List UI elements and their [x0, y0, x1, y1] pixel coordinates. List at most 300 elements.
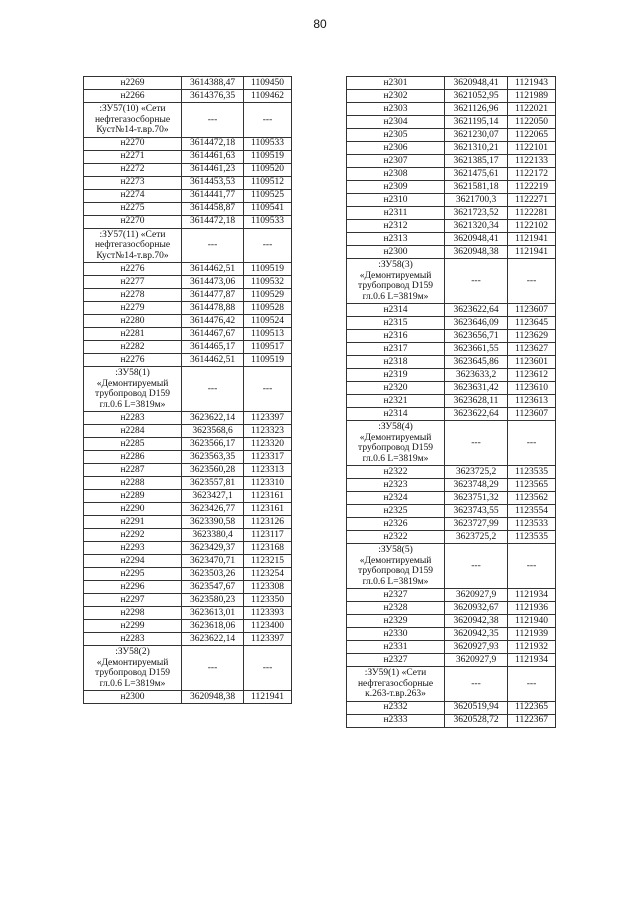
y-coordinate-cell: 1122281: [508, 207, 556, 220]
table-row: [84, 289, 292, 302]
y-coordinate-cell: 1109450: [244, 77, 292, 90]
x-coordinate-cell: 3621320,34: [445, 220, 508, 233]
table-row: [347, 492, 556, 505]
point-name-cell: н2303: [347, 103, 445, 116]
y-coordinate-cell: 1122172: [508, 168, 556, 181]
y-coordinate-cell: 1123607: [508, 408, 556, 421]
table-row: [347, 531, 556, 544]
point-name-cell: н2272: [84, 163, 182, 176]
point-name-cell: н2294: [84, 555, 182, 568]
x-coordinate-cell: 3620948,41: [445, 77, 508, 90]
y-coordinate-cell: 1123308: [244, 581, 292, 594]
point-name-cell: н2290: [84, 503, 182, 516]
x-coordinate-cell: 3614461,23: [182, 163, 244, 176]
table-row: [347, 194, 556, 207]
y-coordinate-cell: 1123161: [244, 503, 292, 516]
x-coordinate-cell: 3614441,77: [182, 189, 244, 202]
table-row: [347, 589, 556, 602]
point-name-cell: н2319: [347, 369, 445, 382]
x-coordinate-cell: ---: [445, 544, 508, 589]
y-coordinate-cell: 1109519: [244, 150, 292, 163]
x-coordinate-cell: 3623751,32: [445, 492, 508, 505]
x-coordinate-cell: 3621126,96: [445, 103, 508, 116]
point-name-cell: н2329: [347, 615, 445, 628]
point-name-cell: :ЗУ58(3) «Демонтируемый трубопровод D159 гл.0.6 L=3819м»: [347, 259, 445, 304]
y-coordinate-cell: 1123350: [244, 594, 292, 607]
point-name-cell: н2322: [347, 531, 445, 544]
table-row: [347, 317, 556, 330]
x-coordinate-cell: 3623470,71: [182, 555, 244, 568]
x-coordinate-cell: ---: [182, 646, 244, 691]
table-row: [347, 343, 556, 356]
x-coordinate-cell: 3623725,2: [445, 531, 508, 544]
x-coordinate-cell: 3621310,21: [445, 142, 508, 155]
table-row: [347, 628, 556, 641]
table-row: [347, 246, 556, 259]
x-coordinate-cell: 3614472,18: [182, 215, 244, 228]
point-name-cell: н2325: [347, 505, 445, 518]
point-name-cell: н2279: [84, 302, 182, 315]
y-coordinate-cell: 1123397: [244, 633, 292, 646]
point-name-cell: н2278: [84, 289, 182, 302]
x-coordinate-cell: 3614461,63: [182, 150, 244, 163]
table-row: [347, 654, 556, 667]
point-name-cell: н2281: [84, 328, 182, 341]
x-coordinate-cell: 3620927,9: [445, 589, 508, 602]
point-name-cell: н2282: [84, 341, 182, 354]
y-coordinate-cell: 1121941: [244, 691, 292, 704]
point-name-cell: н2275: [84, 202, 182, 215]
point-name-cell: н2274: [84, 189, 182, 202]
point-name-cell: н2328: [347, 602, 445, 615]
x-coordinate-cell: 3623628,11: [445, 395, 508, 408]
y-coordinate-cell: 1123400: [244, 620, 292, 633]
table-row: [347, 77, 556, 90]
x-coordinate-cell: 3614465,17: [182, 341, 244, 354]
y-coordinate-cell: 1123320: [244, 438, 292, 451]
table-group-row: [347, 544, 556, 589]
y-coordinate-cell: 1109519: [244, 263, 292, 276]
y-coordinate-cell: 1123397: [244, 412, 292, 425]
x-coordinate-cell: 3620948,41: [445, 233, 508, 246]
y-coordinate-cell: 1123535: [508, 466, 556, 479]
table-row: [84, 315, 292, 328]
x-coordinate-cell: 3614462,51: [182, 263, 244, 276]
x-coordinate-cell: 3614473,06: [182, 276, 244, 289]
y-coordinate-cell: 1109462: [244, 90, 292, 103]
table-row: [347, 518, 556, 531]
x-coordinate-cell: 3623645,86: [445, 356, 508, 369]
table-row: [84, 451, 292, 464]
x-coordinate-cell: 3623563,35: [182, 451, 244, 464]
y-coordinate-cell: 1123168: [244, 542, 292, 555]
x-coordinate-cell: 3621700,3: [445, 194, 508, 207]
y-coordinate-cell: 1121936: [508, 602, 556, 615]
point-name-cell: н2271: [84, 150, 182, 163]
x-coordinate-cell: 3623622,64: [445, 304, 508, 317]
x-coordinate-cell: 3623427,1: [182, 490, 244, 503]
table-row: [84, 490, 292, 503]
y-coordinate-cell: 1123629: [508, 330, 556, 343]
x-coordinate-cell: 3621385,17: [445, 155, 508, 168]
x-coordinate-cell: 3623426,77: [182, 503, 244, 516]
point-name-cell: н2297: [84, 594, 182, 607]
table-row: [347, 330, 556, 343]
x-coordinate-cell: 3623748,29: [445, 479, 508, 492]
table-row: [84, 341, 292, 354]
table-row: [84, 163, 292, 176]
x-coordinate-cell: 3620932,67: [445, 602, 508, 615]
x-coordinate-cell: 3614462,51: [182, 354, 244, 367]
point-name-cell: н2321: [347, 395, 445, 408]
table-row: [347, 395, 556, 408]
y-coordinate-cell: 1121941: [508, 233, 556, 246]
x-coordinate-cell: ---: [182, 103, 244, 138]
point-name-cell: н2307: [347, 155, 445, 168]
y-coordinate-cell: 1122271: [508, 194, 556, 207]
point-name-cell: н2292: [84, 529, 182, 542]
table-row: [84, 77, 292, 90]
point-name-cell: н2331: [347, 641, 445, 654]
table-row: [347, 701, 556, 714]
x-coordinate-cell: 3623503,26: [182, 568, 244, 581]
table-row: [84, 354, 292, 367]
y-coordinate-cell: 1123562: [508, 492, 556, 505]
y-coordinate-cell: 1122065: [508, 129, 556, 142]
point-name-cell: :ЗУ58(2) «Демонтируемый трубопровод D159 гл.0.6 L=3819м»: [84, 646, 182, 691]
y-coordinate-cell: 1123565: [508, 479, 556, 492]
x-coordinate-cell: ---: [445, 259, 508, 304]
point-name-cell: н2308: [347, 168, 445, 181]
table-row: [347, 142, 556, 155]
point-name-cell: н2296: [84, 581, 182, 594]
table-row: [84, 581, 292, 594]
table-row: [84, 607, 292, 620]
point-name-cell: н2283: [84, 633, 182, 646]
table-row: [347, 505, 556, 518]
point-name-cell: н2291: [84, 516, 182, 529]
point-name-cell: н2300: [347, 246, 445, 259]
table-row: [347, 181, 556, 194]
point-name-cell: н2295: [84, 568, 182, 581]
y-coordinate-cell: 1121941: [508, 246, 556, 259]
x-coordinate-cell: 3620927,9: [445, 654, 508, 667]
y-coordinate-cell: 1123317: [244, 451, 292, 464]
table-row: [84, 464, 292, 477]
x-coordinate-cell: 3623725,2: [445, 466, 508, 479]
x-coordinate-cell: 3620927,93: [445, 641, 508, 654]
x-coordinate-cell: 3620942,35: [445, 628, 508, 641]
point-name-cell: :ЗУ59(1) «Сети нефтегазосборные к.263-т.вр.263»: [347, 667, 445, 702]
y-coordinate-cell: 1109541: [244, 202, 292, 215]
y-coordinate-cell: 1122101: [508, 142, 556, 155]
x-coordinate-cell: 3620519,94: [445, 701, 508, 714]
point-name-cell: н2276: [84, 263, 182, 276]
table-group-row: [84, 646, 292, 691]
y-coordinate-cell: 1123612: [508, 369, 556, 382]
table-row: [84, 477, 292, 490]
x-coordinate-cell: 3623568,6: [182, 425, 244, 438]
point-name-cell: н2320: [347, 382, 445, 395]
point-name-cell: н2332: [347, 701, 445, 714]
point-name-cell: н2327: [347, 654, 445, 667]
point-name-cell: н2270: [84, 137, 182, 150]
table-row: [84, 189, 292, 202]
point-name-cell: н2283: [84, 412, 182, 425]
point-name-cell: :ЗУ57(11) «Сети нефтегазосборные Куст№14-т.вр.70»: [84, 228, 182, 263]
y-coordinate-cell: 1123627: [508, 343, 556, 356]
table-row: [84, 516, 292, 529]
table-row: [347, 233, 556, 246]
point-name-cell: н2310: [347, 194, 445, 207]
table-row: [84, 503, 292, 516]
point-name-cell: н2323: [347, 479, 445, 492]
x-coordinate-cell: 3614472,18: [182, 137, 244, 150]
table-row: [347, 155, 556, 168]
table-row: [347, 615, 556, 628]
x-coordinate-cell: 3623566,17: [182, 438, 244, 451]
x-coordinate-cell: 3614478,88: [182, 302, 244, 315]
point-name-cell: :ЗУ58(1) «Демонтируемый трубопровод D159 гл.0.6 L=3819м»: [84, 367, 182, 412]
point-name-cell: н2304: [347, 116, 445, 129]
table-row: [84, 620, 292, 633]
y-coordinate-cell: ---: [508, 544, 556, 589]
table-row: [84, 202, 292, 215]
table-group-row: [84, 367, 292, 412]
y-coordinate-cell: 1123613: [508, 395, 556, 408]
point-name-cell: н2293: [84, 542, 182, 555]
table-row: [84, 263, 292, 276]
table-row: [347, 220, 556, 233]
point-name-cell: н2276: [84, 354, 182, 367]
x-coordinate-cell: 3623557,81: [182, 477, 244, 490]
y-coordinate-cell: 1123533: [508, 518, 556, 531]
x-coordinate-cell: ---: [445, 421, 508, 466]
y-coordinate-cell: 1109533: [244, 215, 292, 228]
table-row: [347, 641, 556, 654]
point-name-cell: н2315: [347, 317, 445, 330]
point-name-cell: н2285: [84, 438, 182, 451]
x-coordinate-cell: 3623580,23: [182, 594, 244, 607]
y-coordinate-cell: 1109512: [244, 176, 292, 189]
point-name-cell: н2311: [347, 207, 445, 220]
y-coordinate-cell: ---: [508, 667, 556, 702]
y-coordinate-cell: 1122365: [508, 701, 556, 714]
x-coordinate-cell: 3623661,55: [445, 343, 508, 356]
y-coordinate-cell: ---: [508, 259, 556, 304]
x-coordinate-cell: 3614477,87: [182, 289, 244, 302]
table-row: [84, 529, 292, 542]
y-coordinate-cell: 1123393: [244, 607, 292, 620]
x-coordinate-cell: 3623547,67: [182, 581, 244, 594]
point-name-cell: н2273: [84, 176, 182, 189]
point-name-cell: н2266: [84, 90, 182, 103]
x-coordinate-cell: 3623631,42: [445, 382, 508, 395]
y-coordinate-cell: 1123554: [508, 505, 556, 518]
left-coordinates-table: [83, 76, 292, 704]
y-coordinate-cell: 1123126: [244, 516, 292, 529]
x-coordinate-cell: 3620942,38: [445, 615, 508, 628]
x-coordinate-cell: 3623613,01: [182, 607, 244, 620]
point-name-cell: н2330: [347, 628, 445, 641]
y-coordinate-cell: 1109525: [244, 189, 292, 202]
x-coordinate-cell: 3623380,4: [182, 529, 244, 542]
x-coordinate-cell: 3623618,06: [182, 620, 244, 633]
y-coordinate-cell: 1123601: [508, 356, 556, 369]
x-coordinate-cell: 3621581,18: [445, 181, 508, 194]
point-name-cell: н2333: [347, 714, 445, 727]
x-coordinate-cell: 3623622,64: [445, 408, 508, 421]
table-row: [84, 438, 292, 451]
point-name-cell: н2270: [84, 215, 182, 228]
x-coordinate-cell: 3623727,99: [445, 518, 508, 531]
y-coordinate-cell: 1109528: [244, 302, 292, 315]
point-name-cell: :ЗУ58(5) «Демонтируемый трубопровод D159 гл.0.6 L=3819м»: [347, 544, 445, 589]
y-coordinate-cell: 1121939: [508, 628, 556, 641]
y-coordinate-cell: ---: [244, 103, 292, 138]
y-coordinate-cell: 1123215: [244, 555, 292, 568]
y-coordinate-cell: 1121934: [508, 654, 556, 667]
x-coordinate-cell: ---: [182, 228, 244, 263]
y-coordinate-cell: 1122367: [508, 714, 556, 727]
y-coordinate-cell: 1109519: [244, 354, 292, 367]
y-coordinate-cell: 1123254: [244, 568, 292, 581]
point-name-cell: н2326: [347, 518, 445, 531]
point-name-cell: н2287: [84, 464, 182, 477]
table-row: [84, 412, 292, 425]
table-row: [84, 425, 292, 438]
y-coordinate-cell: 1122021: [508, 103, 556, 116]
table-group-row: [347, 421, 556, 466]
y-coordinate-cell: 1122102: [508, 220, 556, 233]
x-coordinate-cell: 3621475,61: [445, 168, 508, 181]
y-coordinate-cell: 1123610: [508, 382, 556, 395]
table-row: [347, 304, 556, 317]
table-row: [84, 276, 292, 289]
y-coordinate-cell: ---: [244, 646, 292, 691]
point-name-cell: н2327: [347, 589, 445, 602]
x-coordinate-cell: ---: [445, 667, 508, 702]
y-coordinate-cell: 1123323: [244, 425, 292, 438]
x-coordinate-cell: 3620948,38: [182, 691, 244, 704]
y-coordinate-cell: 1123310: [244, 477, 292, 490]
point-name-cell: н2322: [347, 466, 445, 479]
point-name-cell: н2269: [84, 77, 182, 90]
y-coordinate-cell: 1109524: [244, 315, 292, 328]
x-coordinate-cell: 3623646,09: [445, 317, 508, 330]
table-row: [84, 555, 292, 568]
point-name-cell: н2309: [347, 181, 445, 194]
x-coordinate-cell: 3621230,07: [445, 129, 508, 142]
table-row: [84, 215, 292, 228]
y-coordinate-cell: 1109517: [244, 341, 292, 354]
table-row: [347, 602, 556, 615]
table-row: [347, 356, 556, 369]
point-name-cell: н2284: [84, 425, 182, 438]
y-coordinate-cell: 1121943: [508, 77, 556, 90]
x-coordinate-cell: 3621195,14: [445, 116, 508, 129]
table-row: [347, 408, 556, 421]
point-name-cell: :ЗУ58(4) «Демонтируемый трубопровод D159 гл.0.6 L=3819м»: [347, 421, 445, 466]
x-coordinate-cell: 3623429,37: [182, 542, 244, 555]
table-group-row: [347, 667, 556, 702]
table-group-row: [84, 103, 292, 138]
x-coordinate-cell: 3620948,38: [445, 246, 508, 259]
y-coordinate-cell: 1109513: [244, 328, 292, 341]
y-coordinate-cell: 1121932: [508, 641, 556, 654]
point-name-cell: н2312: [347, 220, 445, 233]
y-coordinate-cell: 1121989: [508, 90, 556, 103]
table-row: [84, 633, 292, 646]
point-name-cell: н2298: [84, 607, 182, 620]
table-row: [84, 90, 292, 103]
point-name-cell: н2280: [84, 315, 182, 328]
x-coordinate-cell: 3623622,14: [182, 633, 244, 646]
table-row: [347, 116, 556, 129]
x-coordinate-cell: 3614458,87: [182, 202, 244, 215]
point-name-cell: н2318: [347, 356, 445, 369]
table-row: [347, 168, 556, 181]
point-name-cell: н2289: [84, 490, 182, 503]
y-coordinate-cell: 1123161: [244, 490, 292, 503]
x-coordinate-cell: 3623622,14: [182, 412, 244, 425]
table-row: [347, 369, 556, 382]
table-row: [347, 90, 556, 103]
x-coordinate-cell: 3623656,71: [445, 330, 508, 343]
x-coordinate-cell: 3623743,55: [445, 505, 508, 518]
table-row: [347, 714, 556, 727]
point-name-cell: н2286: [84, 451, 182, 464]
point-name-cell: н2302: [347, 90, 445, 103]
y-coordinate-cell: 1109520: [244, 163, 292, 176]
y-coordinate-cell: 1123607: [508, 304, 556, 317]
table-row: [84, 137, 292, 150]
point-name-cell: н2299: [84, 620, 182, 633]
table-row: [84, 328, 292, 341]
x-coordinate-cell: 3614453,53: [182, 176, 244, 189]
table-row: [84, 594, 292, 607]
table-row: [84, 302, 292, 315]
point-name-cell: н2316: [347, 330, 445, 343]
table-row: [347, 479, 556, 492]
y-coordinate-cell: 1123645: [508, 317, 556, 330]
x-coordinate-cell: 3623633,2: [445, 369, 508, 382]
point-name-cell: н2314: [347, 408, 445, 421]
y-coordinate-cell: 1109533: [244, 137, 292, 150]
y-coordinate-cell: ---: [244, 228, 292, 263]
x-coordinate-cell: 3621052,95: [445, 90, 508, 103]
table-row: [347, 466, 556, 479]
table-group-row: [347, 259, 556, 304]
table-row: [84, 176, 292, 189]
table-row: [347, 207, 556, 220]
point-name-cell: н2305: [347, 129, 445, 142]
point-name-cell: н2277: [84, 276, 182, 289]
point-name-cell: н2306: [347, 142, 445, 155]
x-coordinate-cell: 3614376,35: [182, 90, 244, 103]
table-row: [84, 150, 292, 163]
table-row: [84, 542, 292, 555]
table-row: [347, 103, 556, 116]
point-name-cell: н2314: [347, 304, 445, 317]
x-coordinate-cell: 3614476,42: [182, 315, 244, 328]
x-coordinate-cell: 3614388,47: [182, 77, 244, 90]
x-coordinate-cell: 3620528,72: [445, 714, 508, 727]
y-coordinate-cell: 1122050: [508, 116, 556, 129]
y-coordinate-cell: 1122133: [508, 155, 556, 168]
y-coordinate-cell: 1123117: [244, 529, 292, 542]
x-coordinate-cell: 3614467,67: [182, 328, 244, 341]
